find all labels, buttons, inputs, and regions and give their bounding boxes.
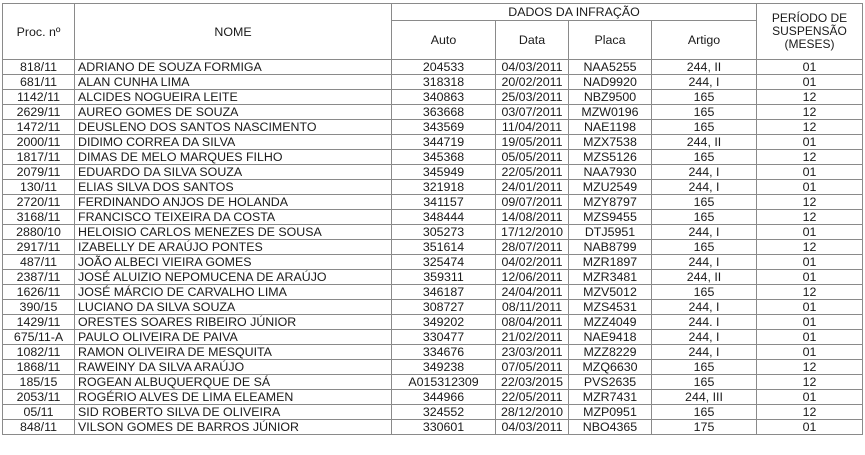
cell-meses: 01: [757, 315, 863, 330]
cell-artigo: 165: [652, 405, 757, 420]
cell-auto: A015312309: [392, 375, 496, 390]
cell-data: 20/02/2011: [496, 75, 569, 90]
header-periodo-line-3: (MESES): [784, 37, 835, 51]
cell-auto: 204533: [392, 60, 496, 75]
table-row: [3, 225, 863, 240]
cell-proc: 2629/11: [3, 105, 75, 120]
table-row: [3, 90, 863, 105]
cell-placa: MZX7538: [569, 135, 652, 150]
cell-proc: 1142/11: [3, 90, 75, 105]
cell-data: 21/02/2011: [496, 330, 569, 345]
cell-data: 22/05/2011: [496, 390, 569, 405]
cell-placa: MZP0951: [569, 405, 652, 420]
cell-placa: NBO4365: [569, 420, 652, 435]
cell-data: 08/11/2011: [496, 300, 569, 315]
table-row: [3, 150, 863, 165]
cell-data: 24/04/2011: [496, 285, 569, 300]
cell-auto: 346187: [392, 285, 496, 300]
cell-artigo: 165: [652, 120, 757, 135]
cell-auto: 324552: [392, 405, 496, 420]
cell-nome: SID ROBERTO SILVA DE OLIVEIRA: [75, 405, 392, 420]
cell-meses: 12: [757, 285, 863, 300]
cell-auto: 363668: [392, 105, 496, 120]
cell-auto: 359311: [392, 270, 496, 285]
cell-proc: 2880/10: [3, 225, 75, 240]
cell-auto: 330477: [392, 330, 496, 345]
header-periodo-line-1: PERÍODO DE: [771, 11, 848, 25]
cell-data: 12/06/2011: [496, 270, 569, 285]
cell-auto: 308727: [392, 300, 496, 315]
cell-meses: 01: [757, 270, 863, 285]
header-artigo: Artigo: [652, 21, 757, 60]
table-row: [3, 180, 863, 195]
cell-placa: MZR1897: [569, 255, 652, 270]
cell-artigo: 244, I: [652, 345, 757, 360]
cell-placa: MZS5126: [569, 150, 652, 165]
cell-meses: 01: [757, 75, 863, 90]
cell-auto: 341157: [392, 195, 496, 210]
cell-placa: MZR3481: [569, 270, 652, 285]
cell-placa: MZW0196: [569, 105, 652, 120]
cell-artigo: 244, I: [652, 330, 757, 345]
cell-artigo: 244, I: [652, 180, 757, 195]
table-row: [3, 375, 863, 390]
cell-placa: MZY8797: [569, 195, 652, 210]
cell-placa: MZZ4049: [569, 315, 652, 330]
cell-meses: 01: [757, 165, 863, 180]
cell-artigo: 244, II: [652, 135, 757, 150]
table-row: [3, 270, 863, 285]
table-row: [3, 195, 863, 210]
table-row: [3, 315, 863, 330]
cell-placa: MZZ8229: [569, 345, 652, 360]
cell-artigo: 165: [652, 150, 757, 165]
header-periodo-line-2: SUSPENSÃO: [772, 24, 847, 38]
cell-auto: 325474: [392, 255, 496, 270]
cell-meses: 01: [757, 420, 863, 435]
cell-meses: 01: [757, 330, 863, 345]
table-row: [3, 60, 863, 75]
cell-nome: ROGEAN ALBUQUERQUE DE SÁ: [75, 375, 392, 390]
cell-placa: NAA7930: [569, 165, 652, 180]
cell-proc: 2053/11: [3, 390, 75, 405]
table-row: [3, 330, 863, 345]
table-row: [3, 135, 863, 150]
cell-artigo: 244, I: [652, 75, 757, 90]
cell-nome: VILSON GOMES DE BARROS JÚNIOR: [75, 420, 392, 435]
cell-data: 14/08/2011: [496, 210, 569, 225]
cell-proc: 1082/11: [3, 345, 75, 360]
cell-proc: 681/11: [3, 75, 75, 90]
cell-meses: 12: [757, 120, 863, 135]
header-auto: Auto: [392, 21, 496, 60]
cell-auto: 305273: [392, 225, 496, 240]
cell-placa: PVS2635: [569, 375, 652, 390]
table-row: [3, 240, 863, 255]
cell-meses: 12: [757, 150, 863, 165]
cell-placa: MZS9455: [569, 210, 652, 225]
header-nome: NOME: [75, 4, 392, 60]
cell-placa: DTJ5951: [569, 225, 652, 240]
cell-data: 05/05/2011: [496, 150, 569, 165]
cell-data: 24/01/2011: [496, 180, 569, 195]
cell-proc: 3168/11: [3, 210, 75, 225]
header-dados-infracao: DADOS DA INFRAÇÃO: [392, 4, 757, 21]
cell-nome: ROGÉRIO ALVES DE LIMA ELEAMEN: [75, 390, 392, 405]
cell-placa: NBZ9500: [569, 90, 652, 105]
cell-nome: FERDINANDO ANJOS DE HOLANDA: [75, 195, 392, 210]
cell-data: 11/04/2011: [496, 120, 569, 135]
cell-data: 04/03/2011: [496, 420, 569, 435]
cell-meses: 12: [757, 105, 863, 120]
cell-auto: 351614: [392, 240, 496, 255]
cell-nome: PAULO OLIVEIRA DE PAIVA: [75, 330, 392, 345]
cell-proc: 390/15: [3, 300, 75, 315]
cell-data: 28/07/2011: [496, 240, 569, 255]
cell-data: 09/07/2011: [496, 195, 569, 210]
cell-proc: 1626/11: [3, 285, 75, 300]
cell-artigo: 244, I: [652, 300, 757, 315]
table-row: [3, 300, 863, 315]
cell-auto: 330601: [392, 420, 496, 435]
cell-meses: 01: [757, 255, 863, 270]
cell-data: 04/03/2011: [496, 60, 569, 75]
cell-data: 17/12/2010: [496, 225, 569, 240]
cell-auto: 321918: [392, 180, 496, 195]
cell-placa: MZU2549: [569, 180, 652, 195]
cell-data: 19/05/2011: [496, 135, 569, 150]
cell-nome: DIDIMO CORREA DA SILVA: [75, 135, 392, 150]
table-row: [3, 360, 863, 375]
cell-proc: 848/11: [3, 420, 75, 435]
cell-placa: MZS4531: [569, 300, 652, 315]
cell-nome: RAMON OLIVEIRA DE MESQUITA: [75, 345, 392, 360]
cell-proc: 05/11: [3, 405, 75, 420]
cell-nome: ADRIANO DE SOUZA FORMIGA: [75, 60, 392, 75]
cell-meses: 12: [757, 375, 863, 390]
cell-artigo: 244, I: [652, 225, 757, 240]
cell-proc: 185/15: [3, 375, 75, 390]
cell-data: 07/05/2011: [496, 360, 569, 375]
cell-auto: 349202: [392, 315, 496, 330]
cell-auto: 334676: [392, 345, 496, 360]
cell-auto: 344966: [392, 390, 496, 405]
cell-meses: 12: [757, 90, 863, 105]
cell-placa: NAA5255: [569, 60, 652, 75]
cell-meses: 01: [757, 300, 863, 315]
cell-auto: 348444: [392, 210, 496, 225]
cell-placa: MZQ6630: [569, 360, 652, 375]
cell-artigo: 165: [652, 90, 757, 105]
cell-proc: 487/11: [3, 255, 75, 270]
cell-data: 23/03/2011: [496, 345, 569, 360]
infraction-table: [2, 3, 863, 435]
table-row: [3, 405, 863, 420]
header-placa: Placa: [569, 21, 652, 60]
cell-proc: 1429/11: [3, 315, 75, 330]
cell-proc: 2387/11: [3, 270, 75, 285]
cell-artigo: 165: [652, 375, 757, 390]
cell-nome: HELOISIO CARLOS MENEZES DE SOUSA: [75, 225, 392, 240]
cell-artigo: 165: [652, 210, 757, 225]
table-row: [3, 285, 863, 300]
cell-meses: 01: [757, 345, 863, 360]
table-row: [3, 165, 863, 180]
cell-artigo: 165: [652, 240, 757, 255]
cell-placa: MZR7431: [569, 390, 652, 405]
cell-proc: 2917/11: [3, 240, 75, 255]
cell-meses: 01: [757, 225, 863, 240]
cell-artigo: 244, I: [652, 165, 757, 180]
table-row: [3, 255, 863, 270]
cell-placa: MZV5012: [569, 285, 652, 300]
cell-auto: 344719: [392, 135, 496, 150]
cell-meses: 12: [757, 360, 863, 375]
cell-nome: ALCIDES NOGUEIRA LEITE: [75, 90, 392, 105]
cell-nome: ALAN CUNHA LIMA: [75, 75, 392, 90]
table-row: [3, 420, 863, 435]
cell-data: 22/05/2011: [496, 165, 569, 180]
cell-meses: 01: [757, 390, 863, 405]
cell-data: 22/03/2015: [496, 375, 569, 390]
cell-artigo: 175: [652, 420, 757, 435]
cell-artigo: 244, III: [652, 390, 757, 405]
cell-data: 08/04/2011: [496, 315, 569, 330]
cell-proc: 130/11: [3, 180, 75, 195]
table-row: [3, 210, 863, 225]
cell-artigo: 165: [652, 285, 757, 300]
table-row: [3, 105, 863, 120]
header-data: Data: [496, 21, 569, 60]
cell-nome: LUCIANO DA SILVA SOUZA: [75, 300, 392, 315]
cell-placa: NAB8799: [569, 240, 652, 255]
cell-meses: 12: [757, 405, 863, 420]
cell-meses: 12: [757, 210, 863, 225]
cell-proc: 2000/11: [3, 135, 75, 150]
cell-auto: 345368: [392, 150, 496, 165]
cell-proc: 1868/11: [3, 360, 75, 375]
cell-meses: 01: [757, 180, 863, 195]
cell-data: 04/02/2011: [496, 255, 569, 270]
cell-proc: 2079/11: [3, 165, 75, 180]
cell-auto: 340863: [392, 90, 496, 105]
cell-artigo: 244, I: [652, 255, 757, 270]
cell-nome: DIMAS DE MELO MARQUES FILHO: [75, 150, 392, 165]
cell-nome: AUREO GOMES DE SOUZA: [75, 105, 392, 120]
cell-nome: IZABELLY DE ARAÚJO PONTES: [75, 240, 392, 255]
cell-artigo: 165: [652, 105, 757, 120]
cell-auto: 318318: [392, 75, 496, 90]
cell-proc: 2720/11: [3, 195, 75, 210]
cell-proc: 1472/11: [3, 120, 75, 135]
cell-nome: JOÃO ALBECI VIEIRA GOMES: [75, 255, 392, 270]
cell-nome: RAWEINY DA SILVA ARAÚJO: [75, 360, 392, 375]
cell-nome: JOSÉ ALUIZIO NEPOMUCENA DE ARAÚJO: [75, 270, 392, 285]
cell-nome: JOSÉ MÁRCIO DE CARVALHO LIMA: [75, 285, 392, 300]
table-row: [3, 390, 863, 405]
cell-artigo: 165: [652, 360, 757, 375]
cell-data: 03/07/2011: [496, 105, 569, 120]
cell-artigo: 244, II: [652, 60, 757, 75]
cell-data: 28/12/2010: [496, 405, 569, 420]
cell-auto: 345949: [392, 165, 496, 180]
cell-nome: ORESTES SOARES RIBEIRO JÚNIOR: [75, 315, 392, 330]
cell-auto: 349238: [392, 360, 496, 375]
table-body: [3, 60, 863, 435]
cell-artigo: 244. I: [652, 315, 757, 330]
cell-artigo: 244, II: [652, 270, 757, 285]
cell-placa: NAE1198: [569, 120, 652, 135]
table-row: [3, 75, 863, 90]
cell-artigo: 165: [652, 195, 757, 210]
cell-proc: 818/11: [3, 60, 75, 75]
cell-meses: 01: [757, 60, 863, 75]
table-row: [3, 345, 863, 360]
cell-nome: ELIAS SILVA DOS SANTOS: [75, 180, 392, 195]
header-periodo-suspensao: [757, 4, 863, 60]
cell-auto: 343569: [392, 120, 496, 135]
cell-data: 25/03/2011: [496, 90, 569, 105]
cell-placa: NAE9418: [569, 330, 652, 345]
cell-proc: 1817/11: [3, 150, 75, 165]
cell-nome: FRANCISCO TEIXEIRA DA COSTA: [75, 210, 392, 225]
cell-nome: DEUSLENO DOS SANTOS NASCIMENTO: [75, 120, 392, 135]
cell-nome: EDUARDO DA SILVA SOUZA: [75, 165, 392, 180]
cell-placa: NAD9920: [569, 75, 652, 90]
table-row: [3, 120, 863, 135]
cell-meses: 01: [757, 135, 863, 150]
cell-proc: 675/11-A: [3, 330, 75, 345]
cell-meses: 12: [757, 195, 863, 210]
header-proc: Proc. nº: [3, 4, 75, 60]
cell-meses: 12: [757, 240, 863, 255]
